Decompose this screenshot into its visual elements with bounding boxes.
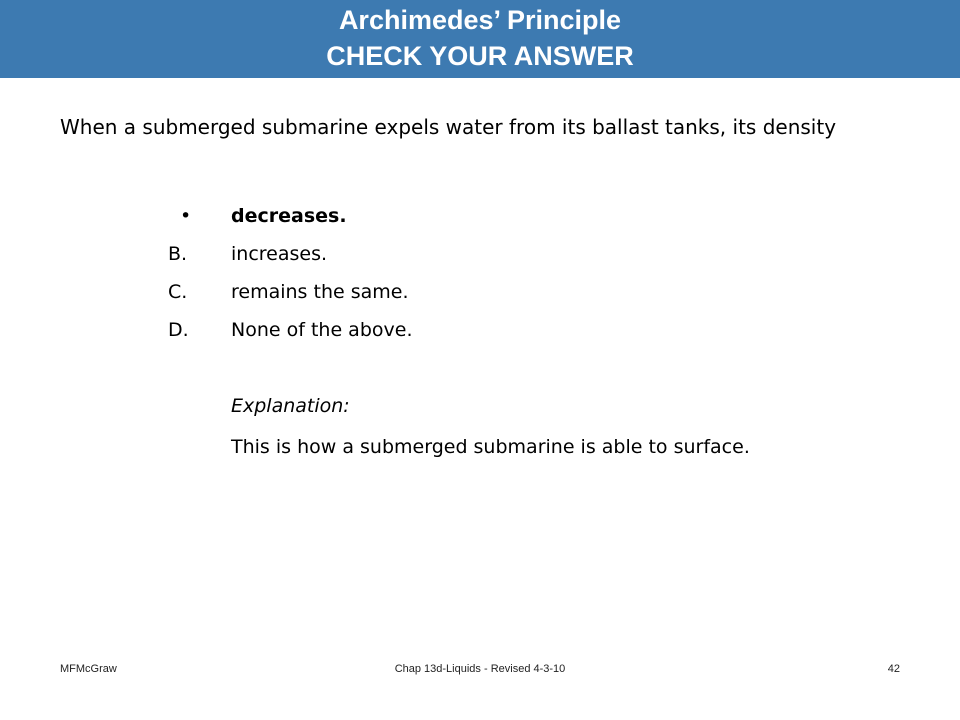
option-d-marker: D. bbox=[168, 319, 189, 341]
title-bar bbox=[0, 0, 960, 78]
slide-subtitle: CHECK YOUR ANSWER bbox=[326, 41, 634, 71]
question-text: When a submerged submarine expels water from its ballast tanks, its density bbox=[60, 115, 837, 139]
footer-author: MFMcGraw bbox=[60, 663, 117, 675]
option-c-text: remains the same. bbox=[231, 281, 409, 303]
footer-page-number: 42 bbox=[887, 663, 900, 675]
option-a-bullet: • bbox=[180, 205, 192, 227]
option-b-text: increases. bbox=[231, 243, 328, 265]
option-a-text: decreases. bbox=[231, 205, 347, 227]
option-b-marker: B. bbox=[168, 243, 188, 265]
explanation-text: This is how a submerged submarine is able to surface. bbox=[231, 436, 750, 458]
explanation-label: Explanation: bbox=[231, 395, 350, 417]
option-c-marker: C. bbox=[168, 281, 188, 303]
footer-course: Chap 13d-Liquids - Revised 4-3-10 bbox=[394, 663, 566, 675]
option-d-text: None of the above. bbox=[231, 319, 413, 341]
slide-title: Archimedes’ Principle bbox=[338, 5, 622, 35]
